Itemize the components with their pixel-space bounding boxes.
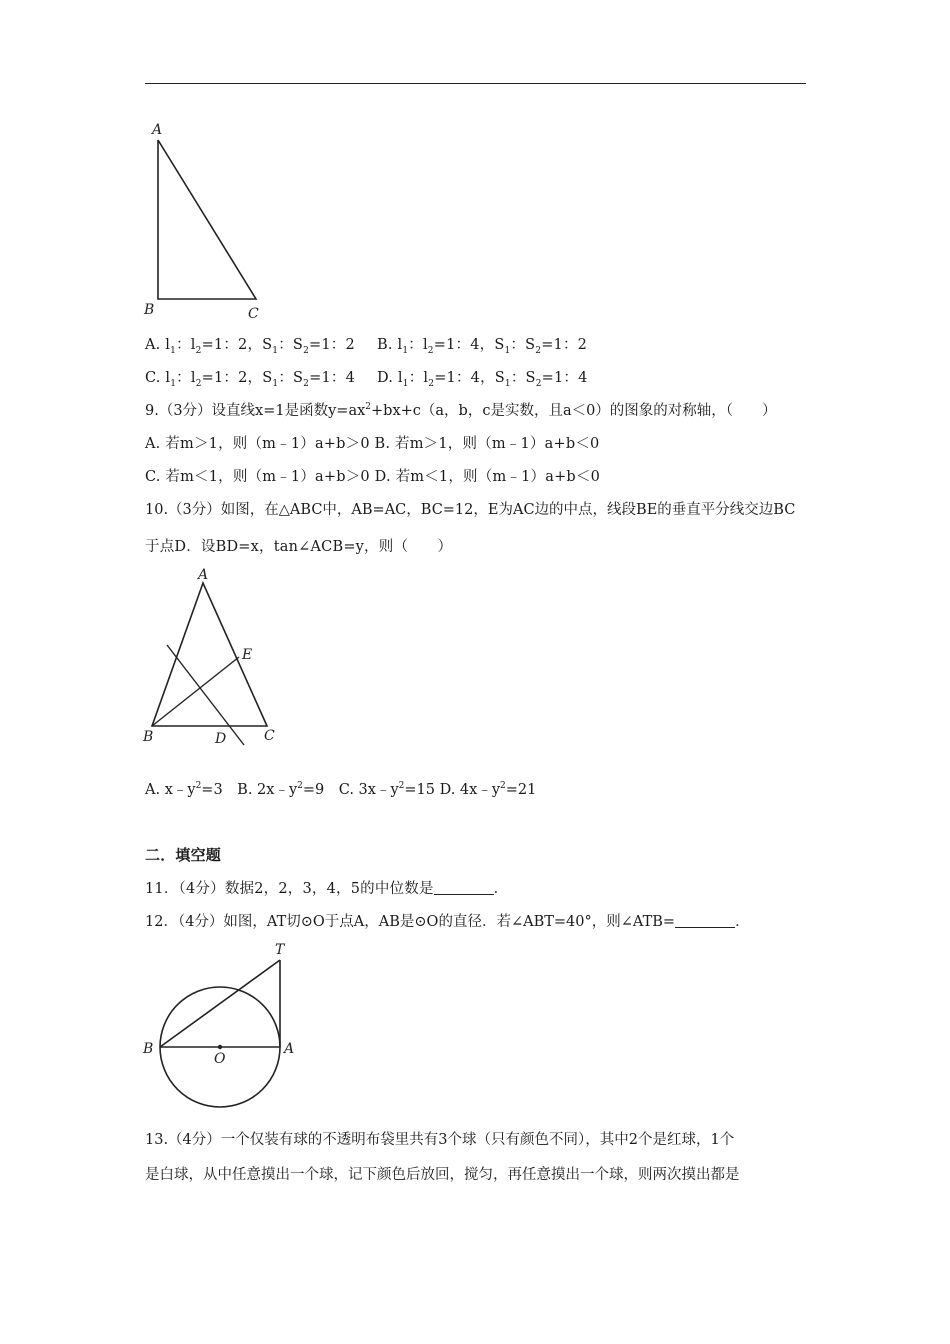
figure-circle-tangent bbox=[140, 938, 310, 1113]
q13-line2: 是白球，从中任意摸出一个球，记下颜色后放回，搅匀，再任意摸出一个球，则两次摸出都是 bbox=[145, 1167, 740, 1183]
q11: 11．（4分）数据2，2，3，4，5的中位数是 ． bbox=[145, 881, 509, 897]
vertex-label-c: C bbox=[264, 728, 275, 744]
q12: 12．（4分）如图，AT切⊙O于点A，AB是⊙O的直径．若∠ABT=40°，则∠ATB= ． bbox=[145, 914, 750, 930]
point-label-a: A bbox=[284, 1041, 295, 1057]
q8-options-row1 bbox=[145, 335, 587, 355]
section-title-fill-in: 二．填空题 bbox=[145, 846, 222, 864]
vertex-label-b: B bbox=[143, 729, 154, 745]
q11-answer-blank[interactable] bbox=[434, 880, 494, 895]
figure-right-triangle bbox=[140, 118, 280, 328]
vertex-label-e: E bbox=[242, 647, 253, 663]
q13-line1: 13.（4分）一个仅装有球的不透明布袋里共有3个球（只有颜色不同），其中2个是红球，1个 bbox=[145, 1132, 735, 1148]
vertex-label-d: D bbox=[215, 731, 227, 747]
q8-option-c: C. $l_1$：$l_2=1$：2，$S_1$：$S_2=1$：4 bbox=[145, 370, 356, 389]
q9-options-ab: A. 若m＞1，则（m﹣1）a+b＞0 B. 若m＞1，则（m﹣1）a+b＜0 bbox=[145, 436, 600, 452]
q8-options-row2 bbox=[145, 368, 588, 388]
header-rule bbox=[145, 83, 806, 84]
q8-option-a: A. $l_1$：$l_2=1$：2，$S_1$：$S_2=1$：2 bbox=[145, 337, 355, 356]
q10-stem-line2: 于点D．设BD=x，tan∠ACB=y，则（ ） bbox=[145, 539, 453, 555]
q12-answer-blank[interactable] bbox=[675, 913, 735, 928]
point-label-b: B bbox=[143, 1041, 154, 1057]
point-label-o: O bbox=[214, 1051, 226, 1067]
q10-options: A. $x﹣y^2=3$ B. $2x﹣y^2=9$ C. $3x﹣y^2=15$ D. $4x﹣y^2=21$ bbox=[145, 781, 537, 798]
point-label-t: T bbox=[275, 942, 285, 958]
vertex-label-a: A bbox=[198, 567, 209, 583]
vertex-label-b: B bbox=[144, 302, 155, 318]
q10-stem-line1: 10.（3分）如图，在△ABC中，AB=AC，BC=12，E为AC边的中点，线段BE的垂直平分线交边BC bbox=[145, 502, 796, 518]
q8-option-b: B. $l_1$：$l_2=1$：4，$S_1$：$S_2=1$：2 bbox=[377, 337, 588, 356]
figure-isosceles-triangle bbox=[140, 565, 300, 755]
q9-stem: 9.（3分）设直线x=1是函数$y=ax^2+bx+c(a$，b，c是实数，且a＜0）的图象的对称轴，（ ） bbox=[145, 402, 777, 419]
q9-options-cd: C. 若m＜1，则（m﹣1）a+b＞0 D. 若m＜1，则（m﹣1）a+b＜0 bbox=[145, 469, 601, 485]
vertex-label-a: A bbox=[152, 122, 163, 138]
vertex-label-c: C bbox=[248, 306, 259, 322]
q8-option-d: D. $l_1$：$l_2=1$：4，$S_1$：$S_2=1$：4 bbox=[377, 370, 588, 389]
